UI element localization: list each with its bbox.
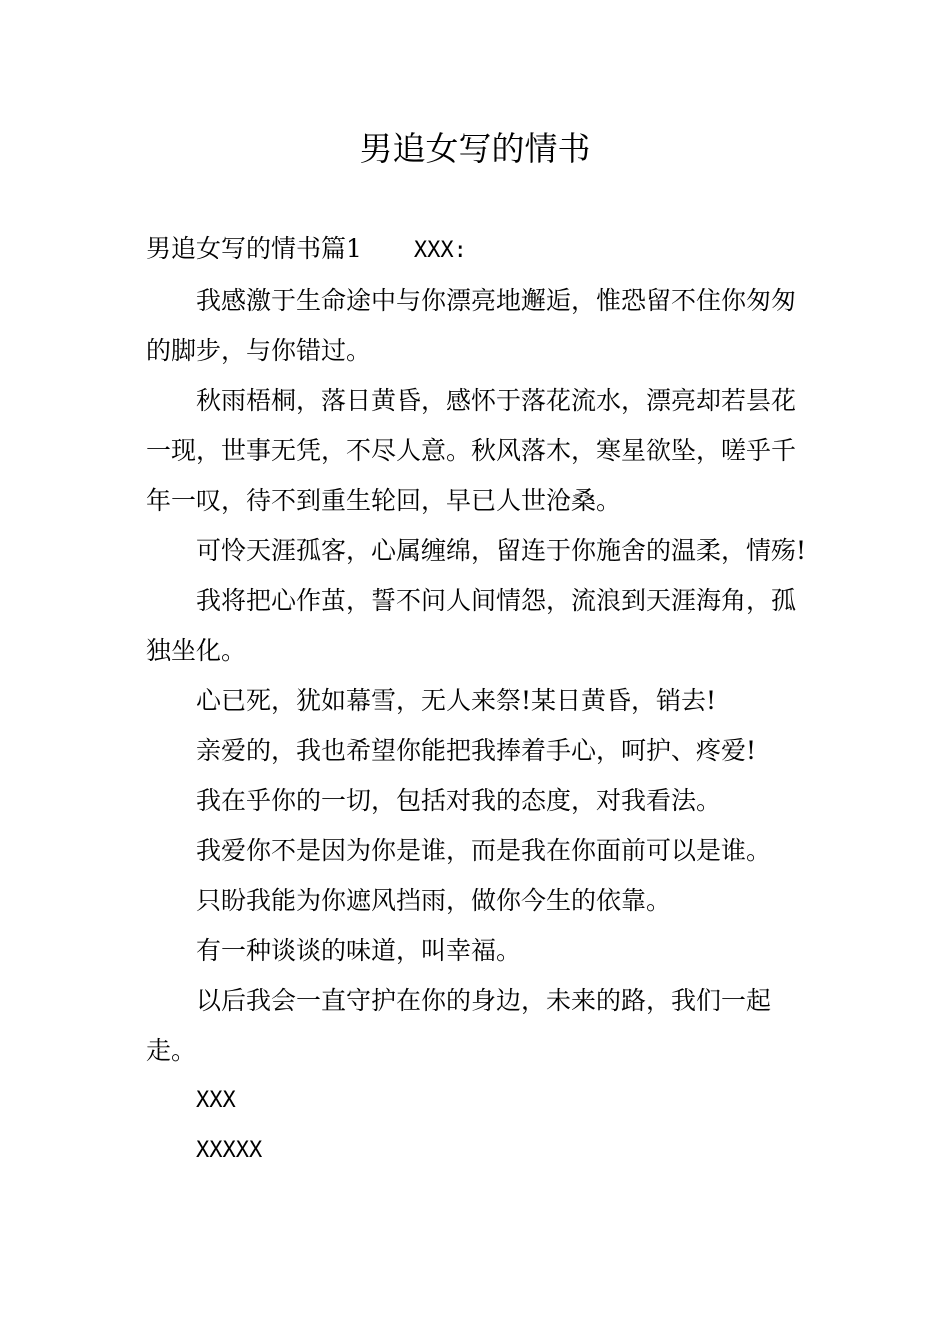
- section-heading-line: [146, 224, 808, 276]
- paragraph: 只盼我能为你遮风挡雨，做你今生的依靠。: [196, 886, 672, 915]
- section-heading: 男追女写的情书篇1: [146, 234, 362, 263]
- salutation: XXX:: [413, 238, 467, 263]
- paragraph: 可怜天涯孤客，心属缠绵，留连于你施舍的温柔，情殇!: [196, 536, 807, 565]
- signature: XXX: [196, 1088, 236, 1113]
- document-body: [146, 224, 808, 1176]
- date-line: XXXXX: [196, 1138, 263, 1163]
- paragraph: 我爱你不是因为你是谁，而是我在你面前可以是谁。: [196, 836, 772, 865]
- paragraph: 有一种谈谈的味道，叫幸福。: [196, 936, 522, 965]
- paragraph: 我将把心作茧，誓不问人间情怨，流浪到天涯海角，孤独坐化。: [146, 586, 797, 665]
- document-title: 男追女写的情书: [359, 129, 591, 168]
- paragraph: 以后我会一直守护在你的身边，未来的路，我们一起走。: [146, 986, 772, 1065]
- paragraph: 心已死，犹如幕雪，无人来祭!某日黄昏，销去!: [196, 686, 717, 715]
- paragraph: 秋雨梧桐，落日黄昏，感怀于落花流水，漂亮却若昙花一现，世事无凭，不尽人意。秋风落木，寒星欲坠，嗟乎千年一叹，待不到重生轮回，早已人世沧桑。: [146, 386, 797, 515]
- paragraph: 我感激于生命途中与你漂亮地邂逅，惟恐留不住你匆匆的脚步，与你错过。: [146, 286, 797, 365]
- paragraph: 亲爱的，我也希望你能把我捧着手心，呵护、疼爱!: [196, 736, 757, 765]
- paragraph: 我在乎你的一切，包括对我的态度，对我看法。: [196, 786, 722, 815]
